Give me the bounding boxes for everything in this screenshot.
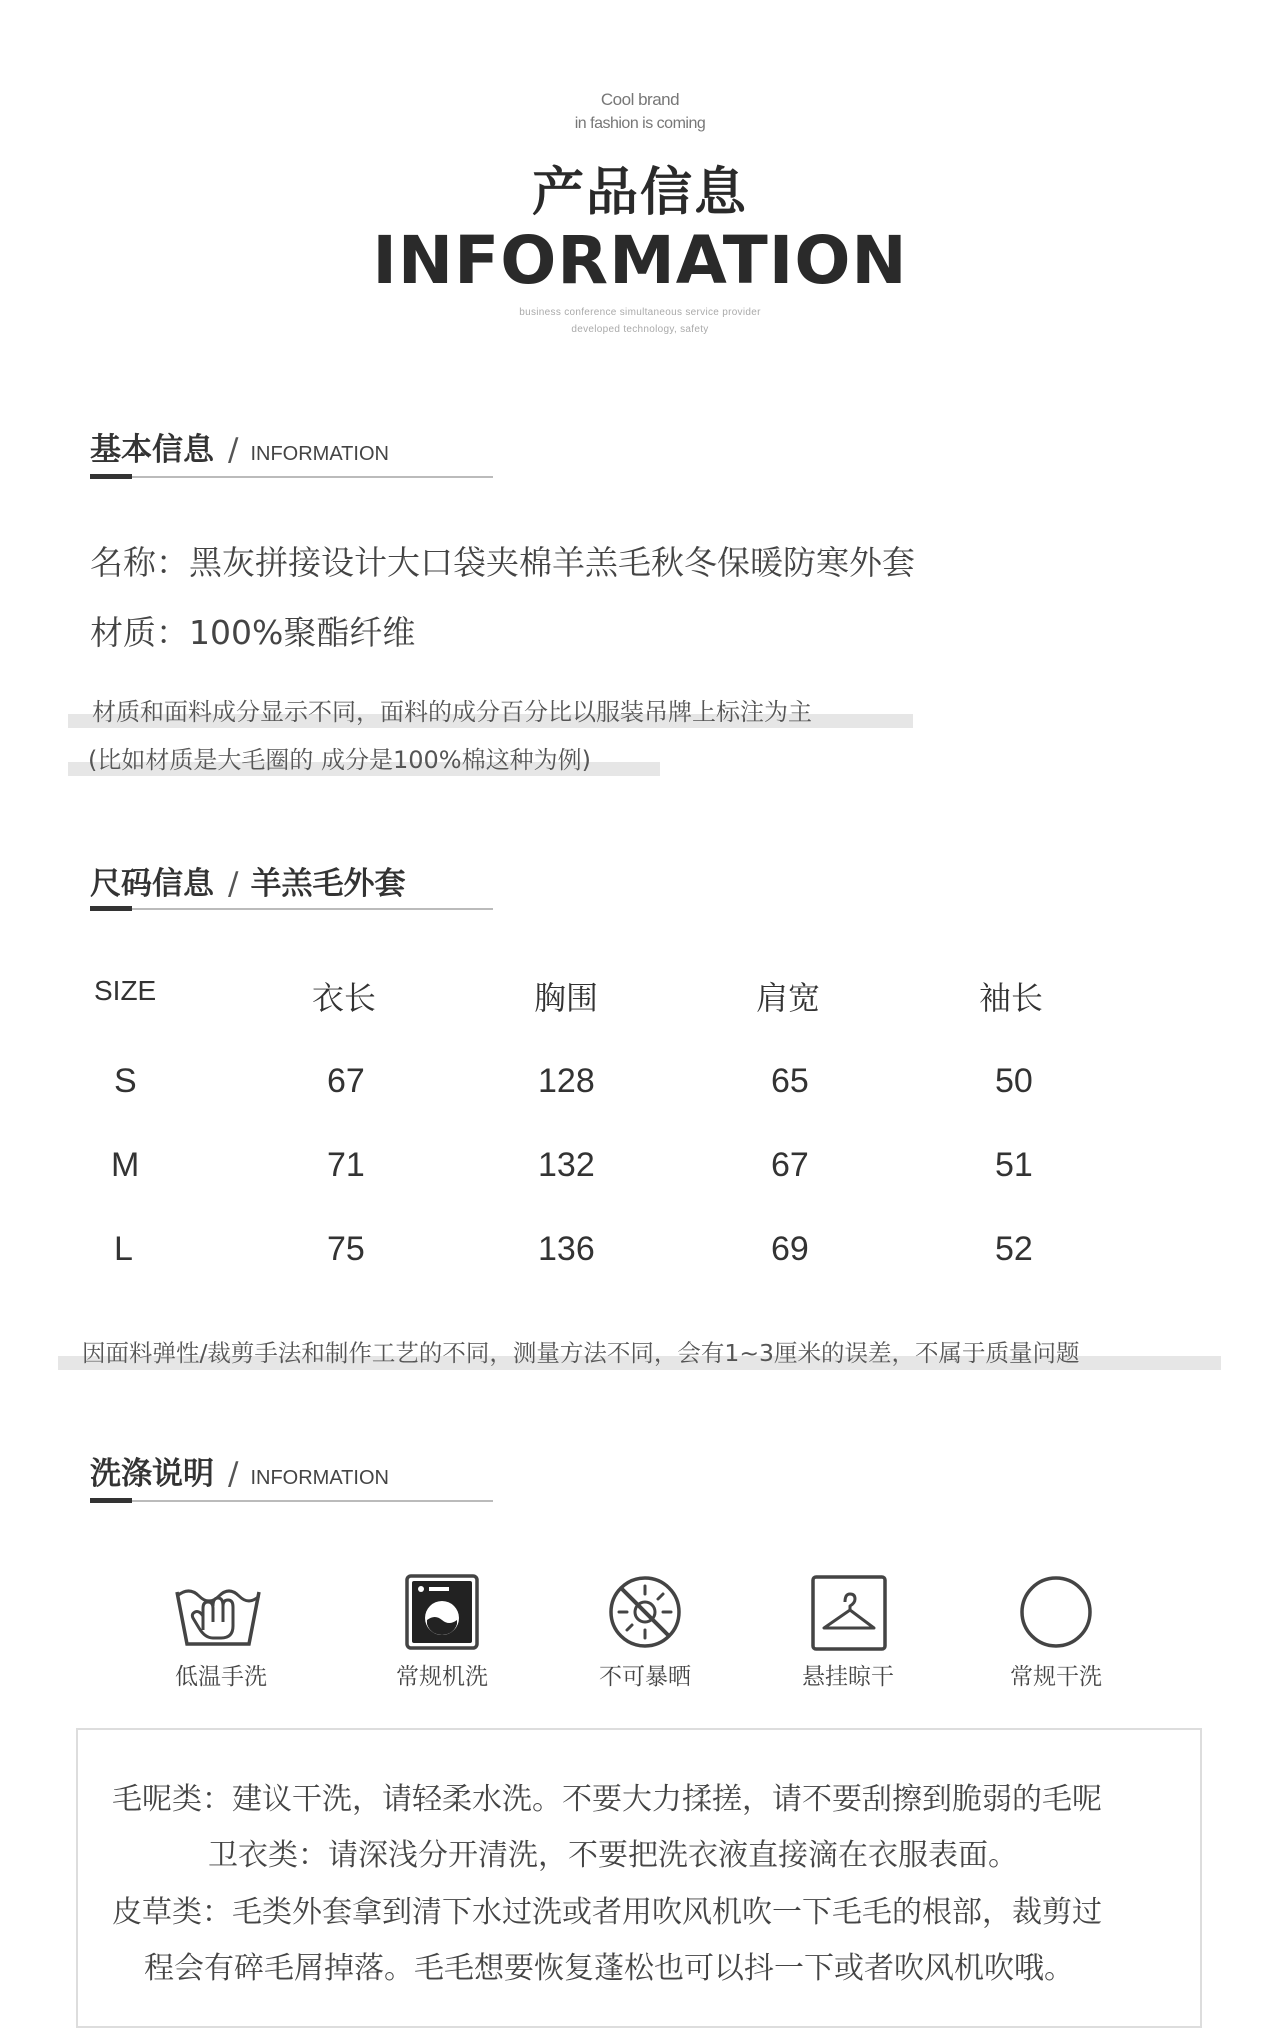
hang-dry-label: 悬挂晾干 (802, 1664, 894, 1690)
table-header-length: 衣长 (312, 979, 377, 1017)
brand-tagline-2: in fashion is coming (574, 115, 706, 132)
table-cell: 136 (538, 1230, 595, 1268)
dry-clean-label: 常规干洗 (1010, 1664, 1102, 1690)
basic-info-heading (90, 424, 389, 468)
care-instruction-line: 皮草类：毛类外套拿到清下水过洗或者用吹风机吹一下毛毛的根部，裁剪过 (112, 1895, 1102, 1930)
table-cell: 67 (771, 1146, 809, 1184)
table-cell: 71 (327, 1146, 365, 1184)
table-cell: 132 (538, 1146, 595, 1184)
table-cell: 75 (327, 1230, 365, 1268)
table-header-size: SIZE (94, 975, 157, 1006)
brand-tagline-1: Cool brand (600, 90, 680, 109)
care-info-heading-en: INFORMATION (250, 1467, 389, 1489)
hang-dry-icon (804, 1572, 894, 1652)
table-cell: 52 (995, 1230, 1033, 1268)
table-cell: 50 (995, 1062, 1033, 1100)
product-name: 名称：黑灰拼接设计大口袋夹棉羊羔毛秋冬保暖防寒外套 (90, 543, 915, 582)
no-sun-dry-icon (600, 1572, 690, 1652)
hand-wash-icon (173, 1572, 263, 1652)
header-subline-2: developed technology, safety (571, 324, 709, 335)
table-cell: 67 (327, 1062, 365, 1100)
dry-clean-icon (1011, 1572, 1101, 1652)
table-cell-size: S (114, 1062, 137, 1100)
section-divider (90, 1500, 493, 1502)
care-instruction-line: 卫衣类：请深浅分开清洗，不要把洗衣液直接滴在衣服表面。 (208, 1838, 1018, 1873)
heading-slash: / (228, 866, 239, 902)
section-divider-accent (90, 1498, 132, 1503)
section-divider (90, 908, 493, 910)
care-info-heading (90, 1448, 389, 1492)
size-tolerance-note: 因面料弹性/裁剪手法和制作工艺的不同，测量方法不同，会有1~3厘米的误差，不属于质量问题 (82, 1339, 1080, 1367)
section-divider (90, 476, 493, 478)
table-header-sleeve: 袖长 (979, 979, 1044, 1017)
machine-wash-label: 常规机洗 (396, 1664, 488, 1690)
basic-info-heading-cn: 基本信息 (90, 432, 214, 468)
basic-info-heading-en: INFORMATION (250, 443, 389, 465)
table-header-shoulder: 肩宽 (756, 979, 821, 1017)
material-note-1: 材质和面料成分显示不同，面料的成分百分比以服装吊牌上标注为主 (92, 698, 812, 726)
size-info-heading-cn: 尺码信息 (90, 866, 214, 902)
heading-slash: / (228, 1456, 239, 1492)
material-note-2: (比如材质是大毛圈的 成分是100%棉这种为例) (88, 746, 591, 774)
size-info-heading (90, 858, 406, 902)
table-header-chest: 胸围 (534, 979, 599, 1017)
care-instruction-line: 毛呢类：建议干洗，请轻柔水洗。不要大力揉搓，请不要刮擦到脆弱的毛呢 (112, 1782, 1102, 1817)
care-info-heading-cn: 洗涤说明 (90, 1456, 214, 1492)
machine-wash-icon (397, 1572, 487, 1652)
no-sun-dry-label: 不可暴晒 (599, 1664, 691, 1690)
heading-slash: / (228, 432, 239, 468)
section-divider-accent (90, 906, 132, 911)
table-cell: 51 (995, 1146, 1033, 1184)
product-material: 材质：100%聚酯纤维 (90, 613, 416, 652)
table-cell: 128 (538, 1062, 595, 1100)
size-info-heading-product: 羊羔毛外套 (250, 866, 406, 902)
header-subline-1: business conference simultaneous service provider (519, 307, 761, 318)
section-divider-accent (90, 474, 132, 479)
table-cell: 69 (771, 1230, 809, 1268)
hand-wash-label: 低温手洗 (175, 1664, 267, 1690)
table-cell: 65 (771, 1062, 809, 1100)
care-instruction-line: 程会有碎毛屑掉落。毛毛想要恢复蓬松也可以抖一下或者吹风机吹哦。 (144, 1951, 1074, 1986)
table-cell-size: L (114, 1230, 133, 1268)
page-title-en: INFORMATION (372, 222, 908, 299)
page-title-cn: 产品信息 (531, 163, 748, 223)
table-cell-size: M (111, 1146, 140, 1184)
